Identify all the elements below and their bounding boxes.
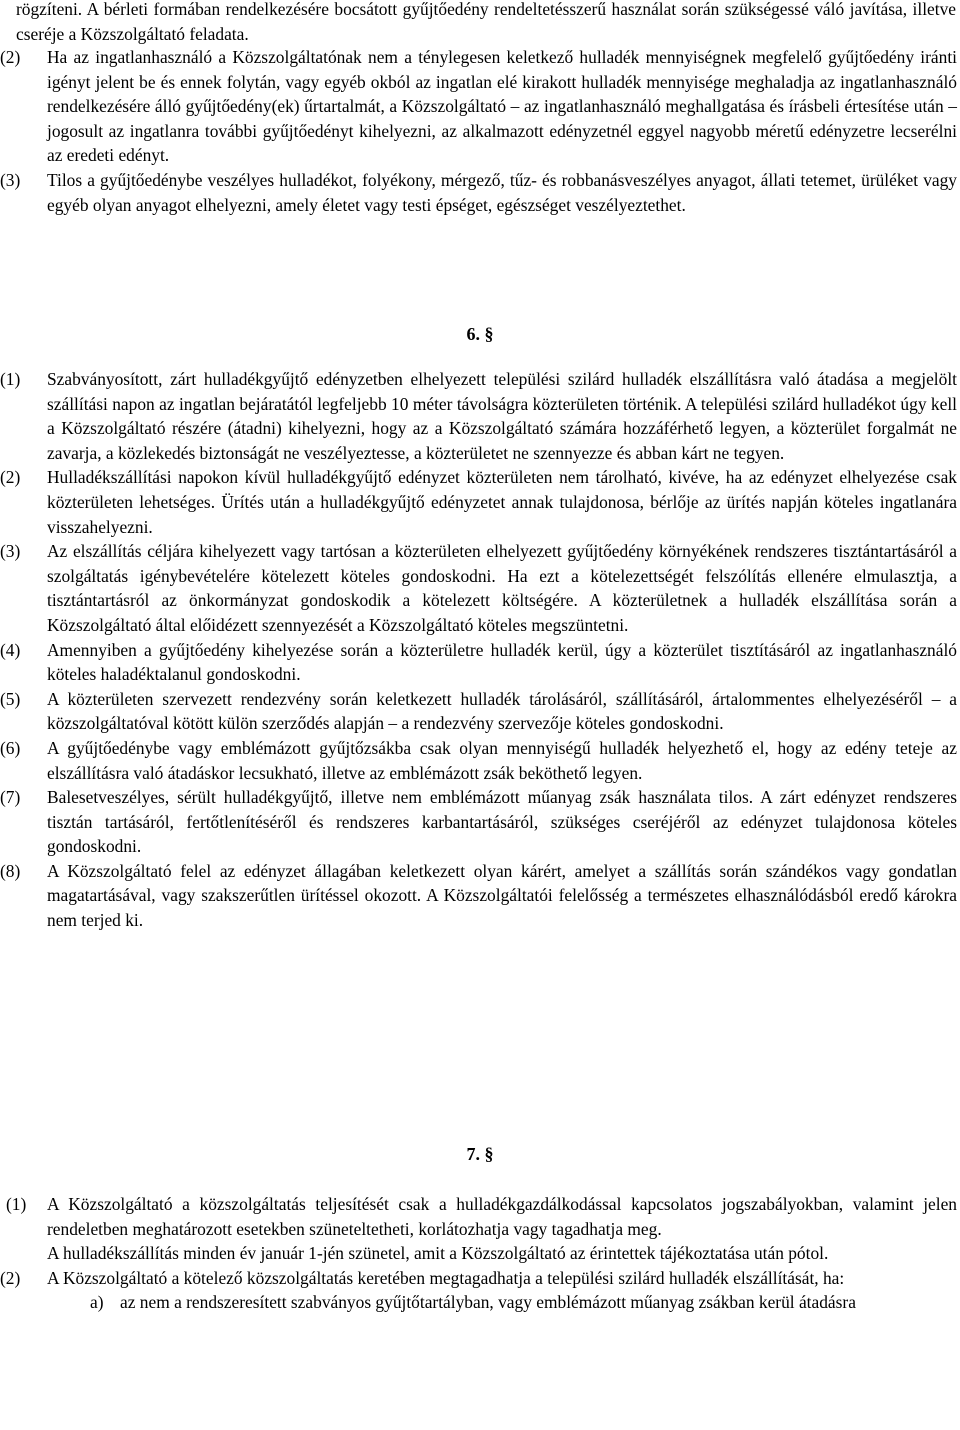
section-6-items <box>0 367 957 933</box>
section-7-item-1-extra: A hulladékszállítás minden év január 1-jén szünetel, amit a Közszolgáltató az érintettek tájékoztatása után pótol. <box>47 1243 829 1264</box>
item-text: Ha az ingatlanhasználó a Közszolgáltatónak nem a ténylegesen keletkező hulladék mennyiségnek megfelelő gyűjtőedény iránti igényt jelent be és ennek folytán, vagy egyéb okból az ingatlan elé kirakott hulladék mennyisége meghaladja az ingatlanhasználó rendelkezésére álló gyűjtőedény(ek) űrtartalmát, a Közszolgáltató – az ingatlanhasználó meghallgatása és írásbeli értesítése után – jogosult az ingatlanra további gyűjtőedényt kihelyezni, az alkalmazott edényzetnél eggyel nagyobb méretű edényzetre lecserélni az eredeti edényt. <box>47 47 957 166</box>
item-text: A gyűjtőedénybe vagy emblémázott gyűjtőzsákba csak olyan mennyiségű hulladék helyezhető el, hogy az edény teteje az elszállításra való átadáskor lecsukható, illetve az emblémázott zsák beköthető legyen. <box>47 737 957 783</box>
item-number: (3) <box>0 169 21 190</box>
section-7-item-1 <box>0 1192 957 1241</box>
item-number: (5) <box>0 688 21 709</box>
item-text: A Közszolgáltató felel az edényzet állagában keletkezett olyan kárért, amelyet a szállítás során szándékos vagy gondatlan magatartásával, vagy szakszerűtlen ürítéssel okozott. A Közszolgáltatói felelősség a természetes elhasználódásból eredő károkra nem terjed ki. <box>47 860 957 931</box>
section-6-item-6 <box>0 736 957 785</box>
section-5-item-3 <box>0 168 957 217</box>
section-7-item-2 <box>0 1266 957 1291</box>
item-number: (8) <box>0 860 21 881</box>
item-text: A Közszolgáltató a közszolgáltatás teljesítését csak a hulladékgazdálkodással kapcsolatos jogszabályokban, valamint jelen rendeletben meghatározott esetekben szüneteltetheti, korlátozhatja vagy tagadhatja meg. <box>47 1194 957 1239</box>
section-6-item-7 <box>0 785 957 859</box>
item-text: A közterületen szervezett rendezvény során keletkezett hulladék tárolásáról, szállításáról, ártalommentes elhelyezéséről – a közszolgáltatóval kötött külön szerződés alapján – a rendezvény szervezője köteles gondoskodni. <box>47 688 957 734</box>
section-7-items <box>0 1192 957 1315</box>
sub-item-text: az nem a rendszeresített szabványos gyűjtőtartályban, vagy emblémázott műanyag zsákban kerül átadásra <box>120 1292 856 1313</box>
section-5-item-2 <box>0 45 957 168</box>
item-text: Az elszállítás céljára kihelyezett vagy tartósan a közterületen elhelyezett gyűjtőedény környékének rendszeres tisztántartásáról a szolgáltatás igénybevételére kötelezett köteles gondoskodni. Ha ezt a kötelezettségét felszólítás ellenére elmulasztja, a tisztántartásról az önkormányzat gondoskodik a kötelezett költségére. A közterületnek a hulladék elszállítása során a Közszolgáltató által előidézett szennyezését a Közszolgáltató köteles megszüntetni. <box>47 541 957 635</box>
section-5-items <box>0 45 957 217</box>
section-6-item-5 <box>0 687 957 736</box>
item-number: (4) <box>0 639 21 660</box>
item-number: (6) <box>0 737 21 758</box>
item-number: (2) <box>0 47 21 67</box>
item-number: (2) <box>0 467 21 488</box>
section-6-item-4 <box>0 638 957 687</box>
item-number: (1) <box>6 1194 27 1214</box>
item-text: Balesetveszélyes, sérült hulladékgyűjtő, illetve nem emblémázott műanyag zsák használata tilos. A zárt edényzet rendszeres tisztán tartásáról, fertőtlenítéséről és rendszeres karbantartásáról, szükséges cseréjéről az edényzet tulajdonosa köteles gondoskodni. <box>47 787 957 857</box>
section-6-item-3 <box>0 539 957 637</box>
section-6-item-8 <box>0 859 957 933</box>
item-text: Hulladékszállítási napokon kívül hulladékgyűjtő edényzet közterületen nem tárolható, kivéve, ha az edényzet elhelyezése csak közterületen lehetséges. Ürítés után a hulladékgyűjtő edényzetet annak tulajdonosa, bérlője az ürítés napján köteles ingatlanára visszahelyezni. <box>47 467 957 537</box>
item-number: (7) <box>0 787 21 808</box>
item-number: (2) <box>0 1267 21 1288</box>
section-7-heading: 7. § <box>466 1144 494 1164</box>
item-number: (3) <box>0 541 21 562</box>
item-text: Tilos a gyűjtőedénybe veszélyes hulladékot, folyékony, mérgező, tűz- és robbanásveszélyes anyagot, állati tetemet, ürüléket vagy egyéb olyan anyagot elhelyezni, amely életet vagy testi épséget, egészséget veszélyeztethet. <box>47 169 957 215</box>
sub-item-letter: a) <box>90 1292 104 1313</box>
section-6-item-2 <box>0 465 957 539</box>
item-text: Szabványosított, zárt hulladékgyűjtő edényzetben elhelyezett települési szilárd hulladék elszállításra való átadása a megjelölt szállítási napon az ingatlan bejáratától legfeljebb 10 méter távolságra közterületen történik. A települési szilárd hulladékot úgy kell a Közszolgáltató részére (átadni) kihelyezni, hogy az a Közszolgáltató számára hozzáférhető legyen, a közterület forgalmát ne zavarja, a közlekedés biztonságát ne veszélyeztesse, a közterületet ne szennyezze és abban kárt ne tegyen. <box>47 369 957 463</box>
item-text: A Közszolgáltató a kötelező közszolgáltatás keretében megtagadhatja a települési szilárd hulladék elszállítását, ha: <box>47 1267 845 1288</box>
section-6-heading: 6. § <box>466 324 494 344</box>
intro-paragraph: rögzíteni. A bérleti formában rendelkezésére bocsátott gyűjtőedény rendeltetésszerű használat során szükségessé váló javítása, illetve cseréje a Közszolgáltató feladata. <box>16 0 956 44</box>
item-number: (1) <box>0 369 21 389</box>
section-6-item-1 <box>0 367 957 465</box>
section-7-item-2-sub-a <box>0 1290 957 1315</box>
item-text: Amennyiben a gyűjtőedény kihelyezése során a közterületre hulladék kerül, úgy a közterület tisztításáról az ingatlanhasználó köteles haladéktalanul gondoskodni. <box>47 639 957 685</box>
